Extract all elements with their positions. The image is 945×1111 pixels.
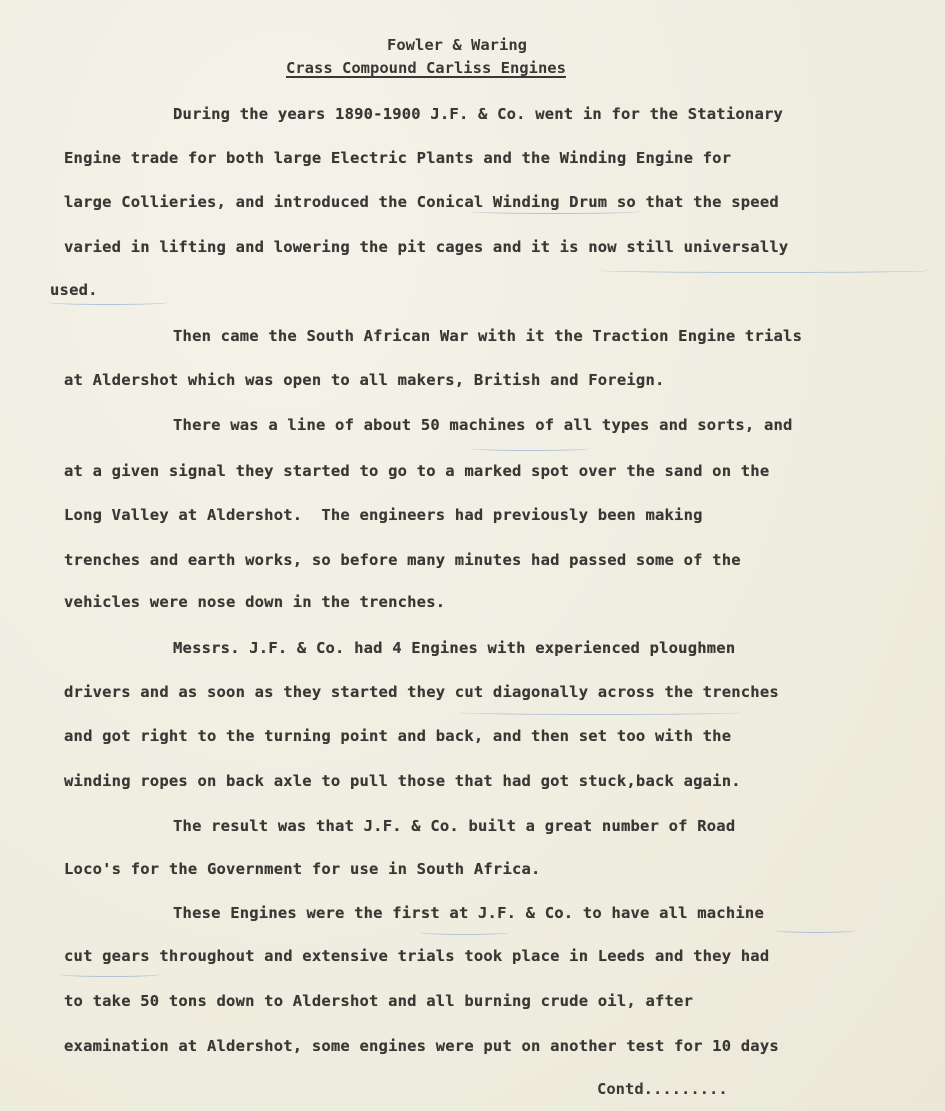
document-title: Crass Compound Carliss Engines <box>286 59 566 77</box>
continued-marker: Contd......... <box>597 1080 728 1098</box>
text-line: Then came the South African War with it the Traction Engine trials <box>173 327 803 345</box>
pencil-underline-mark <box>60 972 160 977</box>
text-line: at a given signal they started to go to a marked spot over the sand on the <box>64 462 770 480</box>
text-line: drivers and as soon as they started they cut diagonally across the trenches <box>64 683 779 701</box>
text-line: The result was that J.F. & Co. built a great number of Road <box>173 817 736 835</box>
text-line: Long Valley at Aldershot. The engineers had previously been making <box>64 506 703 524</box>
text-line: and got right to the turning point and back, and then set too with the <box>64 727 732 745</box>
text-line: varied in lifting and lowering the pit cages and it is now still universally <box>64 238 789 256</box>
pencil-underline-mark <box>470 446 590 451</box>
text-line: Loco's for the Government for use in South Africa. <box>64 860 541 878</box>
pencil-underline-mark <box>460 710 740 715</box>
text-line: vehicles were nose down in the trenches. <box>64 593 446 611</box>
text-line: trenches and earth works, so before many minutes had passed some of the <box>64 551 741 569</box>
text-line: There was a line of about 50 machines of all types and sorts, and <box>173 416 793 434</box>
text-line: to take 50 tons down to Aldershot and all burning crude oil, after <box>64 992 694 1010</box>
text-line: Engine trade for both large Electric Plants and the Winding Engine for <box>64 149 732 167</box>
text-line: at Aldershot which was open to all makers, British and Foreign. <box>64 371 665 389</box>
text-line: large Collieries, and introduced the Conical Winding Drum so that the speed <box>64 193 779 211</box>
text-line: During the years 1890-1900 J.F. & Co. went in for the Stationary <box>173 105 784 123</box>
text-line: cut gears throughout and extensive trials took place in Leeds and they had <box>64 947 770 965</box>
pencil-underline-mark <box>775 928 855 933</box>
text-line: Messrs. J.F. & Co. had 4 Engines with experienced ploughmen <box>173 639 736 657</box>
pencil-underline-mark <box>470 209 640 214</box>
text-line: used. <box>50 281 98 299</box>
document-heading: Fowler & Waring <box>387 36 527 54</box>
pencil-underline-mark <box>600 268 930 273</box>
text-line: These Engines were the first at J.F. & Co. to have all machine <box>173 904 764 922</box>
text-line: examination at Aldershot, some engines were put on another test for 10 days <box>64 1037 779 1055</box>
pencil-underline-mark <box>48 300 168 305</box>
pencil-underline-mark <box>420 930 510 935</box>
text-line: winding ropes on back axle to pull those that had got stuck,back again. <box>64 772 741 790</box>
